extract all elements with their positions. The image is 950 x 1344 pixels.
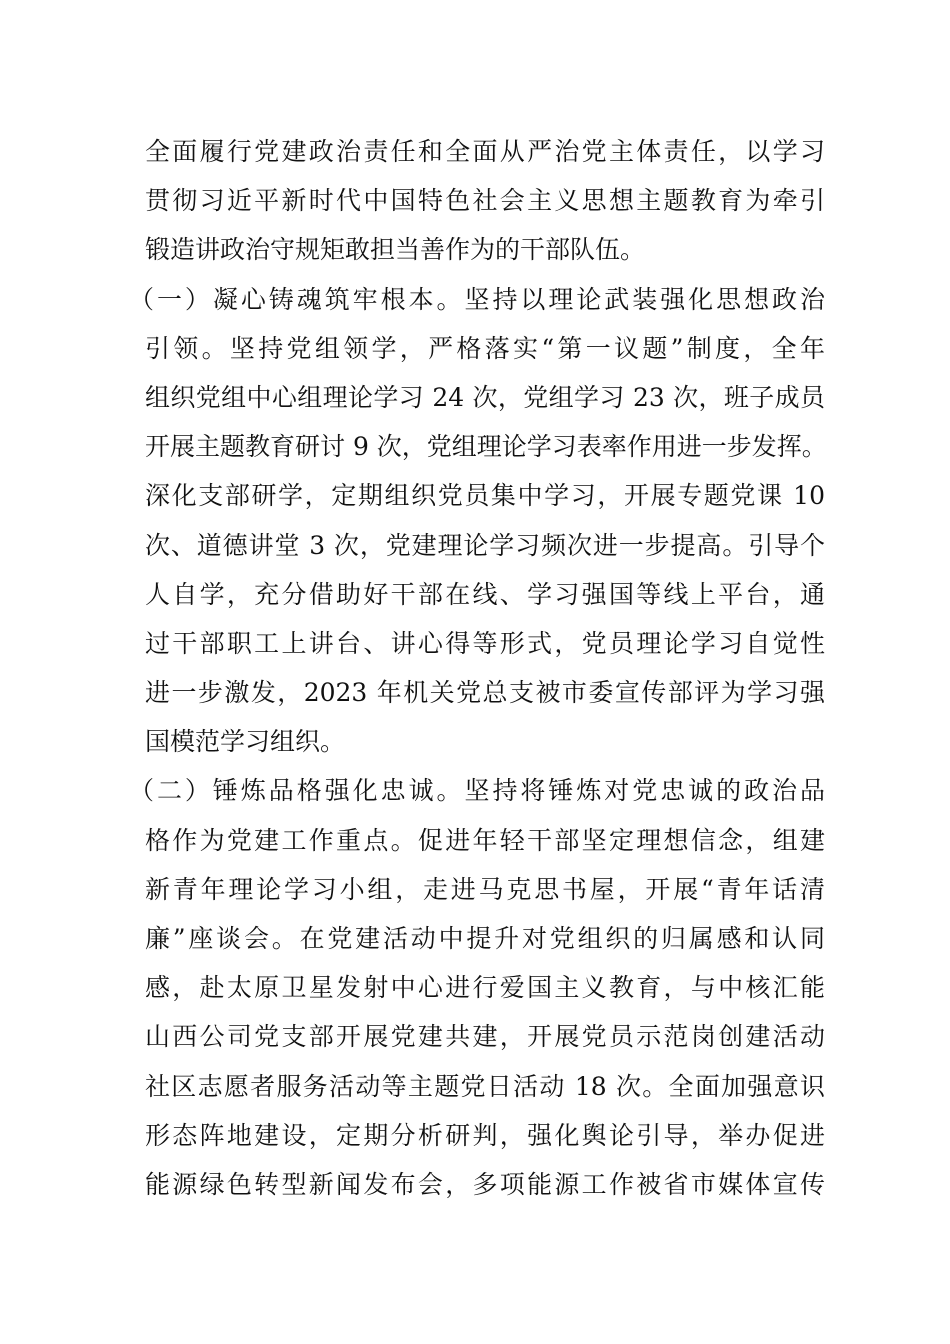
text-line: 社区志愿者服务活动等主题党日活动 18 次。全面加强意识	[145, 1071, 825, 1101]
text-line: 引领。坚持党组领学，严格落实“第一议题”制度，全年	[145, 333, 825, 363]
text-line: 新青年理论学习小组，走进马克思书屋，开展“青年话清	[145, 874, 825, 904]
text-line: 人自学，充分借助好干部在线、学习强国等线上平台，通	[145, 579, 825, 609]
text-line: 进一步激发，2023 年机关党总支被市委宣传部评为学习强	[145, 678, 825, 708]
text-line: 山西公司党支部开展党建共建，开展党员示范岗创建活动	[145, 1022, 825, 1052]
text-line: 组织党组中心组理论学习 24 次，党组学习 23 次，班子成员	[145, 382, 825, 412]
text-line: 过干部职工上讲台、讲心得等形式，党员理论学习自觉性	[145, 628, 825, 658]
text-line: 贯彻习近平新时代中国特色社会主义思想主题教育为牵引	[145, 186, 825, 216]
text-line: 深化支部研学，定期组织党员集中学习，开展专题党课 10	[145, 481, 825, 511]
text-line: 格作为党建工作重点。促进年轻干部坚定理想信念，组建	[145, 825, 825, 855]
section-heading-line: （一）凝心铸魂筑牢根本。坚持以理论武装强化思想政治	[129, 284, 825, 314]
text-line: 全面履行党建政治责任和全面从严治党主体责任，以学习	[145, 137, 825, 166]
body-text	[129, 127, 827, 1209]
text-line: 能源绿色转型新闻发布会，多项能源工作被省市媒体宣传	[145, 1169, 825, 1199]
text-line: 感，赴太原卫星发射中心进行爱国主义教育，与中核汇能	[145, 973, 825, 1003]
section-heading-line: （二）锤炼品格强化忠诚。坚持将锤炼对党忠诚的政治品	[129, 776, 825, 806]
text-line: 廉”座谈会。在党建活动中提升对党组织的归属感和认同	[145, 924, 825, 953]
text-line: 锻造讲政治守规矩敢担当善作为的干部队伍。	[145, 235, 646, 265]
text-line: 国模范学习组织。	[145, 727, 346, 757]
text-line: 次、道德讲堂 3 次，党建理论学习频次进一步提高。引导个	[145, 530, 825, 560]
text-line: 形态阵地建设，定期分析研判，强化舆论引导，举办促进	[145, 1120, 825, 1150]
text-line: 开展主题教育研讨 9 次，党组理论学习表率作用进一步发挥。	[145, 432, 827, 462]
